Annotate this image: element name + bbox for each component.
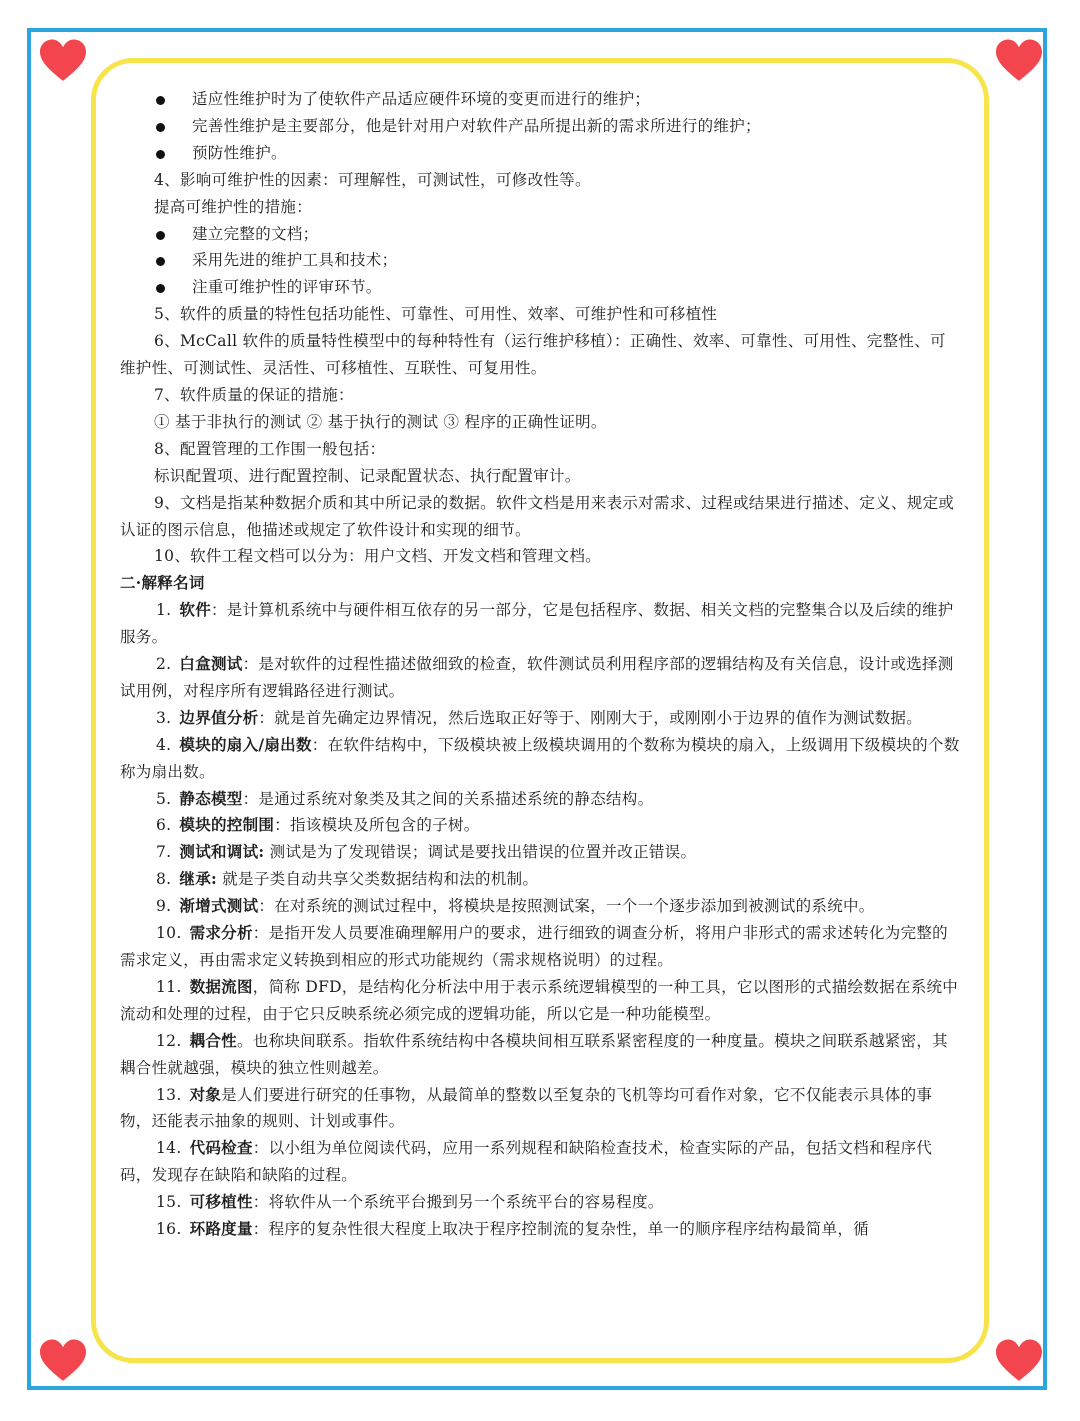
term-definition [120,1082,960,1136]
paragraph-10: 10、软件工程文档可以分为：用户文档、开发文档和管理文档。 [154,547,601,566]
term-text: ：是指开发人员要准确理解用户的要求，进行细致的调查分析，将用户非形式的需求述转化为完整的需求定义，再由需求定义转换到相应的形式功能规约（需求规格说明）的过程。 [120,924,948,969]
paragraph-8: 8、配置管理的工作围一般包括： [154,439,386,458]
term-definition [120,920,960,974]
term-text: ：以小组为单位阅读代码，应用一系列规程和缺陷检查技术，检查实际的产品，包括文档和程序代码，发现存在缺陷和缺陷的过程。 [120,1139,933,1185]
term-name: 渐增式测试 [179,896,259,916]
heart-icon [994,38,1044,84]
term-number: 13. [156,1085,182,1104]
heart-icon [38,38,88,84]
term-name: 继承: [179,869,218,889]
term-name: 模块的扇入/扇出数 [179,734,312,754]
term-name: 可移植性 [189,1192,253,1212]
bullet-item: 适应性维护时为了使软件产品适应硬件环境的变更而进行的维护； [120,86,960,113]
term-text: ：是对软件的过程性描述做细致的检查，软件测试员利用程序部的逻辑结构及有关信息，设计或选择测试用例，对程序所有逻辑路径进行测试。 [120,655,954,700]
term-number: 10. [156,924,182,943]
term-definition [120,1135,960,1189]
term-text: ：是通过系统对象类及其之间的关系描述系统的静态结构。 [242,789,654,808]
term-number: 5. [156,789,172,808]
term-name: 边界值分析 [179,707,259,727]
term-number: 12. [156,1031,182,1050]
term-text: ：是计算机系统中与硬件相互依存的另一部分，它是包括程序、数据、相关文档的完整集合以及后续的维护服务。 [120,601,954,647]
term-name: 耦合性 [189,1030,237,1050]
term-name: 测试和调试: [179,842,265,862]
term-definition [120,705,960,732]
bullet-item: 建立完整的文档； [120,221,960,248]
paragraph-5: 5、软件的质量的特性包括功能性、可靠性、可用性、效率、可维护性和可移植性 [154,305,718,324]
term-text: ：在软件结构中，下级模块被上级模块调用的个数称为模块的扇入，上级调用下级模块的个数称为扇出数。 [120,735,960,781]
term-definition [120,866,960,893]
heart-icon [994,1338,1044,1384]
paragraph-6: 6、McCall 软件的质量特性模型中的每种特性有（运行维护移植）：正确性、效率、可靠性、可用性、完整性、可维护性、可测试性、灵活性、可移植性、互联性、可复用性。 [120,332,946,378]
term-definition [120,597,960,651]
term-definition [120,1189,960,1216]
bullet-item: 完善性维护是主要部分，他是针对用户对软件产品所提出新的需求所进行的维护； [120,113,960,140]
term-definition [120,651,960,705]
bullet-item: 采用先进的维护工具和技术； [120,247,960,274]
term-number: 4. [156,735,172,754]
term-name: 静态模型 [179,788,243,808]
term-name: 模块的控制围 [179,815,275,835]
term-text: 。也称块间联系。指软件系统结构中各模块间相互联系紧密程度的一种度量。模块之间联系越紧密，其耦合性就越强，模块的独立性则越差。 [120,1031,948,1077]
term-definition [120,839,960,866]
term-definition [120,1216,960,1243]
paragraph-9: 9、文档是指某种数据介质和其中所记录的数据。软件文档是用来表示对需求、过程或结果进行描述、定义、规定或认证的图示信息，他描述或规定了软件设计和实现的细节。 [120,493,955,539]
term-number: 11. [156,977,182,996]
term-name: 白盒测试 [179,654,243,674]
bullet-item: 预防性维护。 [120,140,960,167]
term-number: 6. [156,816,172,835]
term-text: ：指该模块及所包含的子树。 [274,816,480,835]
term-number: 1. [156,601,172,620]
terms-list [120,597,960,1243]
term-number: 16. [156,1220,182,1239]
term-name: 代码检查 [189,1138,253,1158]
term-definition [120,974,960,1028]
term-number: 3. [156,708,172,727]
term-number: 14. [156,1139,182,1158]
paragraph-4: 4、影响可维护性的因素：可理解性，可测试性，可修改性等。 [154,170,591,189]
term-number: 8. [156,870,172,889]
section-heading: 二·解释名词 [120,573,205,593]
term-definition [120,732,960,786]
term-name: 数据流图 [189,976,253,996]
term-text: 测试是为了发现错误；调试是要找出错误的位置并改正错误。 [264,843,697,862]
document-body [120,86,960,1243]
term-definition [120,812,960,839]
term-number: 2. [156,655,172,674]
term-text: 就是子类自动共享父类数据结构和法的机制。 [217,870,539,889]
term-number: 7. [156,843,172,862]
term-number: 9. [156,897,172,916]
heart-icon [38,1338,88,1384]
paragraph-4-sub: 提高可维护性的措施： [154,197,313,216]
term-text: ：将软件从一个系统平台搬到另一个系统平台的容易程度。 [252,1193,664,1212]
term-text: ，简称 DFD，是结构化分析法中用于表示系统逻辑模型的一种工具，它以图形的式描绘数据在系统中流动和处理的过程，由于它只反映系统必须完成的逻辑功能，所以它是一种功能模型。 [120,977,959,1023]
paragraph-8-sub: 标识配置项、进行配置控制、记录配置状态、执行配置审计。 [154,466,581,485]
paragraph-7: 7、软件质量的保证的措施： [154,385,354,404]
paragraph-7-sub: ① 基于非执行的测试 ② 基于执行的测试 ③ 程序的正确性证明。 [154,412,607,431]
term-name: 对象 [189,1084,222,1104]
term-text: ：就是首先确定边界情况，然后选取正好等于、刚刚大于，或刚刚小于边界的值作为测试数据。 [258,708,923,727]
term-name: 需求分析 [189,923,253,943]
term-number: 15. [156,1193,182,1212]
bullet-item: 注重可维护性的评审环节。 [120,274,960,301]
term-text: ：程序的复杂性很大程度上取决于程序控制流的复杂性，单一的顺序程序结构最简单，循 [252,1220,869,1239]
term-name: 软件 [179,600,211,620]
term-text: ：在对系统的测试过程中，将模块是按照测试案，一个一个逐步添加到被测试的系统中。 [258,897,875,916]
term-definition [120,786,960,813]
term-text: 是人们要进行研究的任事物，从最简单的整数以至复杂的飞机等均可看作对象，它不仅能表示具体的事物，还能表示抽象的规则、计划或事件。 [120,1085,933,1131]
term-definition [120,1028,960,1082]
term-name: 环路度量 [189,1219,253,1239]
term-definition [120,893,960,920]
